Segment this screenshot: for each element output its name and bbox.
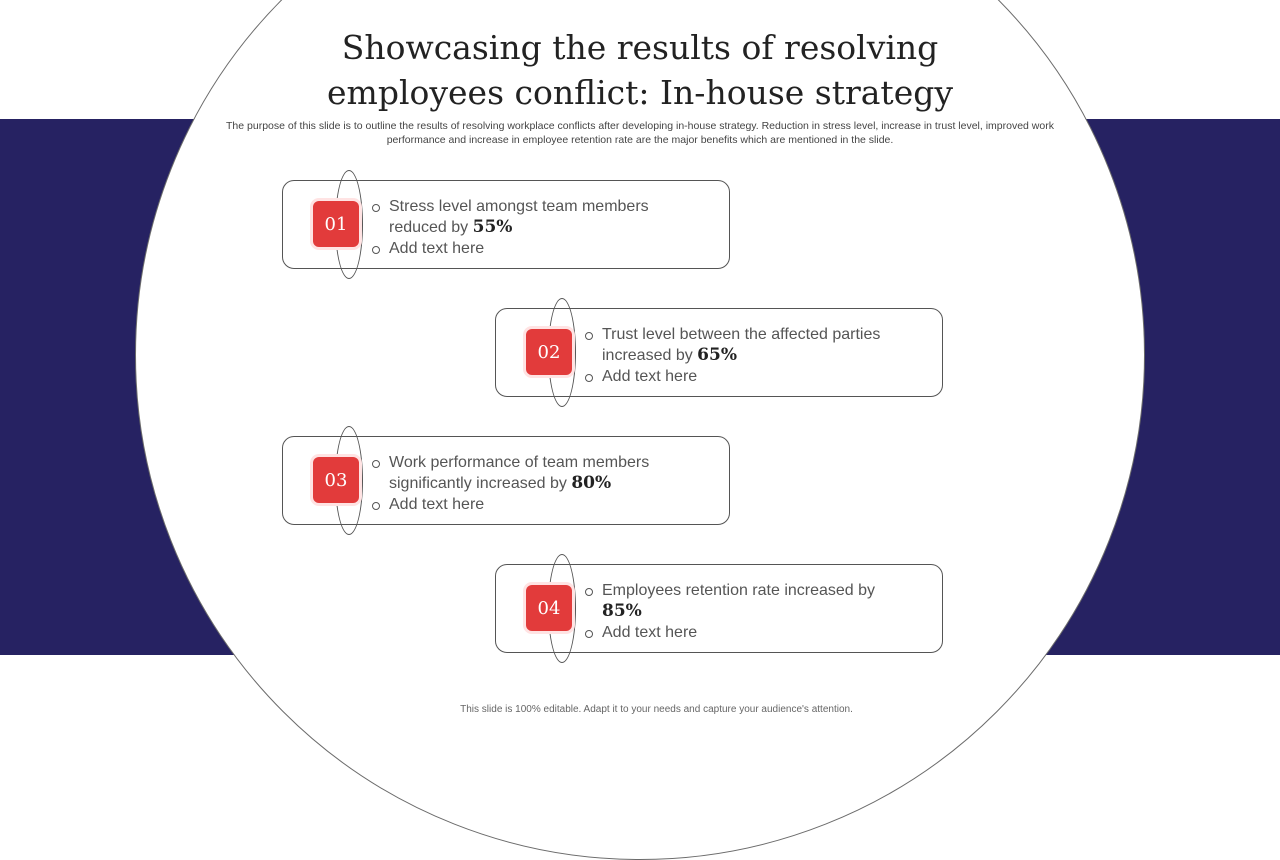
add-text-point: Add text here xyxy=(584,366,884,387)
number-badge: 01 xyxy=(313,201,359,247)
result-text: Employees retention rate increased by xyxy=(602,582,876,599)
result-percent: 65% xyxy=(697,345,737,365)
number-badge: 02 xyxy=(526,329,572,375)
result-point xyxy=(371,452,671,494)
add-text-point: Add text here xyxy=(371,494,671,515)
slide-title-line-2: employees conflict: In-house strategy xyxy=(327,73,953,112)
result-point xyxy=(584,580,884,622)
slide-subtitle: The purpose of this slide is to outline the results of resolving workplace conflicts after developing in-house strategy. Reduction in stress level, increase in trust level, improved work performance and increase in employee retention rate are the major benefits which are mentioned in the slide. xyxy=(226,120,1054,146)
result-card-3 xyxy=(282,436,730,525)
add-text-point: Add text here xyxy=(371,238,671,259)
number-badge: 03 xyxy=(313,457,359,503)
result-percent: 55% xyxy=(472,217,513,237)
slide-title-line-1: Showcasing the results of resolving xyxy=(341,28,939,67)
number-badge: 04 xyxy=(526,585,572,631)
result-percent: 80% xyxy=(571,473,612,493)
result-bullets xyxy=(371,196,671,259)
result-point xyxy=(371,196,671,238)
result-bullets xyxy=(584,324,884,387)
result-text: Trust level between the affected parties increased by xyxy=(602,326,881,364)
result-bullets xyxy=(584,580,884,643)
result-text: Stress level amongst team members reduced by xyxy=(389,198,649,236)
result-card-4 xyxy=(495,564,943,653)
result-card-1 xyxy=(282,180,730,269)
result-point xyxy=(584,324,884,366)
result-percent: 85% xyxy=(602,601,642,621)
add-text-point: Add text here xyxy=(584,622,884,643)
slide-footer: This slide is 100% editable. Adapt it to your needs and capture your audience's attention. xyxy=(460,704,853,715)
result-text: Work performance of team members significantly increased by xyxy=(389,454,650,492)
result-bullets xyxy=(371,452,671,515)
slide-title xyxy=(240,25,1040,115)
result-card-2 xyxy=(495,308,943,397)
